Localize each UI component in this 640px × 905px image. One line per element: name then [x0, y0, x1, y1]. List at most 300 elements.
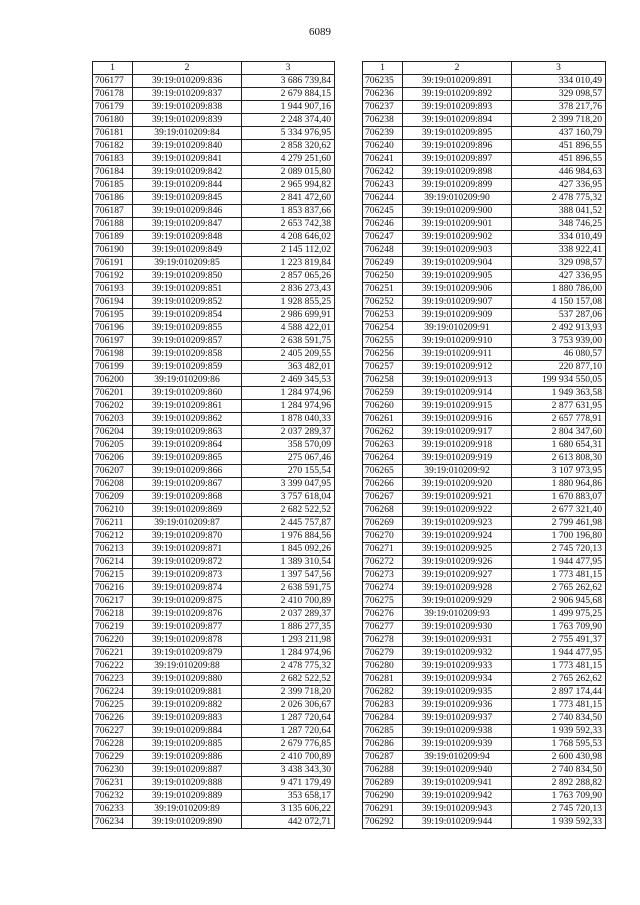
row-number-cell: 706241: [363, 153, 403, 166]
row-number-cell: 706209: [93, 491, 133, 504]
table-row: [363, 75, 606, 88]
table-row: [93, 751, 335, 764]
cadastral-number-cell: 39:19:010209:871: [133, 543, 242, 556]
value-cell: 1 293 211,98: [242, 634, 335, 647]
cadastral-number-cell: 39:19:010209:876: [133, 608, 242, 621]
row-number-cell: 706269: [363, 517, 403, 530]
cadastral-number-cell: 39:19:010209:924: [403, 530, 512, 543]
value-cell: 2 600 430,98: [512, 751, 606, 764]
cadastral-number-cell: 39:19:010209:869: [133, 504, 242, 517]
row-number-cell: 706220: [93, 634, 133, 647]
table-row: [93, 192, 335, 205]
value-cell: 3 757 618,04: [242, 491, 335, 504]
value-cell: 1 284 974,96: [242, 387, 335, 400]
row-number-cell: 706226: [93, 712, 133, 725]
table-row: [93, 335, 335, 348]
table-row: [93, 530, 335, 543]
row-number-cell: 706235: [363, 75, 403, 88]
value-cell: 2 965 994,82: [242, 179, 335, 192]
cadastral-number-cell: 39:19:010209:933: [403, 660, 512, 673]
table-row: [93, 374, 335, 387]
page-number: 6089: [309, 26, 331, 38]
value-cell: 2 804 347,60: [512, 426, 606, 439]
cadastral-number-cell: 39:19:010209:935: [403, 686, 512, 699]
row-number-cell: 706224: [93, 686, 133, 699]
value-cell: 2 740 834,50: [512, 712, 606, 725]
value-cell: 1 939 592,33: [512, 725, 606, 738]
table-row: [363, 270, 606, 283]
table-row: [93, 426, 335, 439]
value-cell: 9 471 179,49: [242, 777, 335, 790]
table-row: [93, 699, 335, 712]
row-number-cell: 706271: [363, 543, 403, 556]
value-cell: 363 482,01: [242, 361, 335, 374]
value-cell: 1 853 837,66: [242, 205, 335, 218]
table-row: [363, 530, 606, 543]
table-row: [363, 452, 606, 465]
row-number-cell: 706194: [93, 296, 133, 309]
row-number-cell: 706254: [363, 322, 403, 335]
value-cell: 1 773 481,15: [512, 699, 606, 712]
cadastral-number-cell: 39:19:010209:864: [133, 439, 242, 452]
value-cell: 2 892 288,82: [512, 777, 606, 790]
table-row: [93, 205, 335, 218]
value-cell: 2 765 262,62: [512, 582, 606, 595]
table-row: [93, 647, 335, 660]
value-cell: 2 410 700,89: [242, 595, 335, 608]
value-cell: 2 037 289,37: [242, 608, 335, 621]
value-cell: 3 438 343,30: [242, 764, 335, 777]
table-row: [93, 400, 335, 413]
cadastral-number-cell: 39:19:010209:860: [133, 387, 242, 400]
cadastral-number-cell: 39:19:010209:942: [403, 790, 512, 803]
table-row: [363, 686, 606, 699]
value-cell: 1 880 964,86: [512, 478, 606, 491]
value-cell: 2 478 775,32: [242, 660, 335, 673]
table-row: [363, 738, 606, 751]
value-cell: 1 773 481,15: [512, 569, 606, 582]
value-cell: 1 763 709,90: [512, 790, 606, 803]
table-row: [93, 127, 335, 140]
table-row: [93, 387, 335, 400]
cadastral-number-cell: 39:19:010209:915: [403, 400, 512, 413]
cadastral-number-cell: 39:19:010209:898: [403, 166, 512, 179]
table-row: [363, 764, 606, 777]
table-row: [363, 465, 606, 478]
table-row: [93, 179, 335, 192]
cadastral-number-cell: 39:19:010209:848: [133, 231, 242, 244]
value-cell: 2 755 491,37: [512, 634, 606, 647]
row-number-cell: 706197: [93, 335, 133, 348]
row-number-cell: 706249: [363, 257, 403, 270]
row-number-cell: 706217: [93, 595, 133, 608]
table-body-left: [93, 75, 335, 829]
table-row: [93, 413, 335, 426]
cadastral-number-cell: 39:19:010209:918: [403, 439, 512, 452]
cadastral-number-cell: 39:19:010209:907: [403, 296, 512, 309]
table-row: [363, 153, 606, 166]
value-cell: 4 588 422,01: [242, 322, 335, 335]
row-number-cell: 706208: [93, 478, 133, 491]
value-cell: 1 499 975,25: [512, 608, 606, 621]
table-row: [93, 75, 335, 88]
cadastral-number-cell: 39:19:010209:866: [133, 465, 242, 478]
row-number-cell: 706272: [363, 556, 403, 569]
table-row: [363, 387, 606, 400]
row-number-cell: 706190: [93, 244, 133, 257]
row-number-cell: 706267: [363, 491, 403, 504]
row-number-cell: 706257: [363, 361, 403, 374]
row-number-cell: 706253: [363, 309, 403, 322]
table-row: [363, 231, 606, 244]
row-number-cell: 706215: [93, 569, 133, 582]
row-number-cell: 706216: [93, 582, 133, 595]
cadastral-number-cell: 39:19:010209:909: [403, 309, 512, 322]
table-row: [363, 621, 606, 634]
value-cell: 1 397 547,56: [242, 569, 335, 582]
table-row: [363, 348, 606, 361]
table-row: [363, 504, 606, 517]
table-row: [93, 309, 335, 322]
value-cell: 1 287 720,64: [242, 712, 335, 725]
value-cell: 1 845 092,26: [242, 543, 335, 556]
value-cell: 1 680 654,31: [512, 439, 606, 452]
value-cell: 427 336,95: [512, 270, 606, 283]
cadastral-number-cell: 39:19:010209:899: [403, 179, 512, 192]
table-row: [93, 764, 335, 777]
column-header: 2: [403, 62, 512, 75]
row-number-cell: 706238: [363, 114, 403, 127]
row-number-cell: 706223: [93, 673, 133, 686]
table-row: [363, 426, 606, 439]
cadastral-number-cell: 39:19:010209:916: [403, 413, 512, 426]
value-cell: 2 410 700,89: [242, 751, 335, 764]
row-number-cell: 706278: [363, 634, 403, 647]
table-header-row: [93, 62, 335, 75]
cadastral-number-cell: 39:19:010209:867: [133, 478, 242, 491]
row-number-cell: 706206: [93, 452, 133, 465]
value-cell: 329 098,57: [512, 257, 606, 270]
row-number-cell: 706246: [363, 218, 403, 231]
row-number-cell: 706245: [363, 205, 403, 218]
value-cell: 1 949 363,58: [512, 387, 606, 400]
table-row: [93, 296, 335, 309]
value-cell: 2 492 913,93: [512, 322, 606, 335]
cadastral-number-cell: 39:19:010209:937: [403, 712, 512, 725]
value-cell: 2 445 757,87: [242, 517, 335, 530]
table-row: [363, 374, 606, 387]
row-number-cell: 706185: [93, 179, 133, 192]
table-row: [93, 816, 335, 829]
table-body-right: [363, 75, 606, 829]
value-cell: 2 679 776,85: [242, 738, 335, 751]
value-cell: 270 155,54: [242, 465, 335, 478]
value-cell: 46 080,57: [512, 348, 606, 361]
cadastral-number-cell: 39:19:010209:842: [133, 166, 242, 179]
registry-table-left: [92, 61, 335, 829]
row-number-cell: 706239: [363, 127, 403, 140]
table-row: [363, 595, 606, 608]
row-number-cell: 706204: [93, 426, 133, 439]
cadastral-number-cell: 39:19:010209:938: [403, 725, 512, 738]
value-cell: 1 939 592,33: [512, 816, 606, 829]
row-number-cell: 706292: [363, 816, 403, 829]
cadastral-number-cell: 39:19:010209:887: [133, 764, 242, 777]
table-row: [93, 166, 335, 179]
table-row: [93, 465, 335, 478]
value-cell: 2 679 884,15: [242, 88, 335, 101]
row-number-cell: 706265: [363, 465, 403, 478]
value-cell: 2 145 112,02: [242, 244, 335, 257]
table-row: [93, 608, 335, 621]
row-number-cell: 706191: [93, 257, 133, 270]
cadastral-number-cell: 39:19:010209:923: [403, 517, 512, 530]
row-number-cell: 706219: [93, 621, 133, 634]
cadastral-number-cell: 39:19:010209:847: [133, 218, 242, 231]
value-cell: 2 037 289,37: [242, 426, 335, 439]
cadastral-number-cell: 39:19:010209:89: [133, 803, 242, 816]
row-number-cell: 706291: [363, 803, 403, 816]
cadastral-number-cell: 39:19:010209:930: [403, 621, 512, 634]
row-number-cell: 706200: [93, 374, 133, 387]
cadastral-number-cell: 39:19:010209:857: [133, 335, 242, 348]
table-row: [93, 543, 335, 556]
value-cell: 2 399 718,20: [242, 686, 335, 699]
table-row: [363, 673, 606, 686]
value-cell: 1 284 974,96: [242, 647, 335, 660]
row-number-cell: 706237: [363, 101, 403, 114]
row-number-cell: 706192: [93, 270, 133, 283]
cadastral-number-cell: 39:19:010209:863: [133, 426, 242, 439]
cadastral-number-cell: 39:19:010209:896: [403, 140, 512, 153]
row-number-cell: 706184: [93, 166, 133, 179]
row-number-cell: 706276: [363, 608, 403, 621]
row-number-cell: 706259: [363, 387, 403, 400]
value-cell: 537 287,06: [512, 309, 606, 322]
cadastral-number-cell: 39:19:010209:93: [403, 608, 512, 621]
value-cell: 1 944 477,95: [512, 647, 606, 660]
row-number-cell: 706258: [363, 374, 403, 387]
value-cell: 358 570,09: [242, 439, 335, 452]
value-cell: 1 886 277,35: [242, 621, 335, 634]
table-row: [93, 790, 335, 803]
value-cell: 1 768 595,53: [512, 738, 606, 751]
cadastral-number-cell: 39:19:010209:905: [403, 270, 512, 283]
table-row: [93, 673, 335, 686]
value-cell: 1 700 196,80: [512, 530, 606, 543]
value-cell: 3 107 973,95: [512, 465, 606, 478]
cadastral-number-cell: 39:19:010209:912: [403, 361, 512, 374]
cadastral-number-cell: 39:19:010209:841: [133, 153, 242, 166]
row-number-cell: 706287: [363, 751, 403, 764]
table-row: [363, 88, 606, 101]
table-row: [93, 660, 335, 673]
row-number-cell: 706178: [93, 88, 133, 101]
cadastral-number-cell: 39:19:010209:901: [403, 218, 512, 231]
value-cell: 334 010,49: [512, 231, 606, 244]
table-header-row: [363, 62, 606, 75]
row-number-cell: 706233: [93, 803, 133, 816]
row-number-cell: 706232: [93, 790, 133, 803]
table-row: [93, 634, 335, 647]
row-number-cell: 706262: [363, 426, 403, 439]
row-number-cell: 706252: [363, 296, 403, 309]
value-cell: 2 857 065,26: [242, 270, 335, 283]
value-cell: 1 763 709,90: [512, 621, 606, 634]
value-cell: 4 150 157,08: [512, 296, 606, 309]
table-row: [363, 205, 606, 218]
table-row: [363, 244, 606, 257]
cadastral-number-cell: 39:19:010209:927: [403, 569, 512, 582]
row-number-cell: 706186: [93, 192, 133, 205]
cadastral-number-cell: 39:19:010209:879: [133, 647, 242, 660]
cadastral-number-cell: 39:19:010209:943: [403, 803, 512, 816]
row-number-cell: 706264: [363, 452, 403, 465]
table-row: [93, 101, 335, 114]
cadastral-number-cell: 39:19:010209:900: [403, 205, 512, 218]
cadastral-number-cell: 39:19:010209:862: [133, 413, 242, 426]
row-number-cell: 706234: [93, 816, 133, 829]
value-cell: 2 906 945,68: [512, 595, 606, 608]
value-cell: 1 944 907,16: [242, 101, 335, 114]
value-cell: 4 279 251,60: [242, 153, 335, 166]
cadastral-number-cell: 39:19:010209:884: [133, 725, 242, 738]
cadastral-number-cell: 39:19:010209:892: [403, 88, 512, 101]
table-row: [93, 621, 335, 634]
cadastral-number-cell: 39:19:010209:849: [133, 244, 242, 257]
table-row: [363, 478, 606, 491]
value-cell: 388 041,52: [512, 205, 606, 218]
value-cell: 329 098,57: [512, 88, 606, 101]
row-number-cell: 706268: [363, 504, 403, 517]
table-row: [363, 283, 606, 296]
value-cell: 1 928 855,25: [242, 296, 335, 309]
cadastral-number-cell: 39:19:010209:868: [133, 491, 242, 504]
row-number-cell: 706227: [93, 725, 133, 738]
cadastral-number-cell: 39:19:010209:913: [403, 374, 512, 387]
row-number-cell: 706279: [363, 647, 403, 660]
row-number-cell: 706205: [93, 439, 133, 452]
cadastral-number-cell: 39:19:010209:902: [403, 231, 512, 244]
table-row: [93, 153, 335, 166]
row-number-cell: 706284: [363, 712, 403, 725]
cadastral-number-cell: 39:19:010209:844: [133, 179, 242, 192]
cadastral-number-cell: 39:19:010209:910: [403, 335, 512, 348]
row-number-cell: 706218: [93, 608, 133, 621]
cadastral-number-cell: 39:19:010209:928: [403, 582, 512, 595]
row-number-cell: 706195: [93, 309, 133, 322]
cadastral-number-cell: 39:19:010209:885: [133, 738, 242, 751]
row-number-cell: 706207: [93, 465, 133, 478]
table-row: [363, 309, 606, 322]
table-row: [93, 478, 335, 491]
value-cell: 2 026 306,67: [242, 699, 335, 712]
cadastral-number-cell: 39:19:010209:865: [133, 452, 242, 465]
value-cell: 1 880 786,00: [512, 283, 606, 296]
value-cell: 2 841 472,60: [242, 192, 335, 205]
table-row: [363, 439, 606, 452]
cadastral-number-cell: 39:19:010209:874: [133, 582, 242, 595]
value-cell: 2 986 699,91: [242, 309, 335, 322]
table-row: [363, 257, 606, 270]
table-row: [93, 686, 335, 699]
value-cell: 427 336,95: [512, 179, 606, 192]
column-header: 3: [242, 62, 335, 75]
table-row: [363, 543, 606, 556]
table-row: [363, 725, 606, 738]
cadastral-number-cell: 39:19:010209:90: [403, 192, 512, 205]
value-cell: 3 686 739,84: [242, 75, 335, 88]
cadastral-number-cell: 39:19:010209:883: [133, 712, 242, 725]
table-row: [363, 816, 606, 829]
table-row: [363, 166, 606, 179]
row-number-cell: 706274: [363, 582, 403, 595]
row-number-cell: 706283: [363, 699, 403, 712]
row-number-cell: 706222: [93, 660, 133, 673]
cadastral-number-cell: 39:19:010209:870: [133, 530, 242, 543]
row-number-cell: 706281: [363, 673, 403, 686]
value-cell: 451 896,55: [512, 153, 606, 166]
cadastral-number-cell: 39:19:010209:881: [133, 686, 242, 699]
row-number-cell: 706250: [363, 270, 403, 283]
table-row: [363, 140, 606, 153]
cadastral-number-cell: 39:19:010209:840: [133, 140, 242, 153]
row-number-cell: 706289: [363, 777, 403, 790]
table-row: [363, 179, 606, 192]
cadastral-number-cell: 39:19:010209:87: [133, 517, 242, 530]
row-number-cell: 706286: [363, 738, 403, 751]
row-number-cell: 706211: [93, 517, 133, 530]
table-row: [93, 283, 335, 296]
value-cell: 1 944 477,95: [512, 556, 606, 569]
table-row: [363, 400, 606, 413]
table-row: [93, 491, 335, 504]
cadastral-number-cell: 39:19:010209:873: [133, 569, 242, 582]
table-row: [93, 803, 335, 816]
cadastral-number-cell: 39:19:010209:931: [403, 634, 512, 647]
table-row: [93, 439, 335, 452]
value-cell: 1 284 974,96: [242, 400, 335, 413]
cadastral-number-cell: 39:19:010209:944: [403, 816, 512, 829]
row-number-cell: 706213: [93, 543, 133, 556]
value-cell: 442 072,71: [242, 816, 335, 829]
table-row: [93, 738, 335, 751]
value-cell: 220 877,10: [512, 361, 606, 374]
cadastral-number-cell: 39:19:010209:926: [403, 556, 512, 569]
table-row: [93, 114, 335, 127]
column-header: 1: [93, 62, 133, 75]
cadastral-number-cell: 39:19:010209:859: [133, 361, 242, 374]
row-number-cell: 706198: [93, 348, 133, 361]
table-row: [93, 504, 335, 517]
row-number-cell: 706255: [363, 335, 403, 348]
value-cell: 1 389 310,54: [242, 556, 335, 569]
value-cell: 2 613 808,30: [512, 452, 606, 465]
value-cell: 2 745 720,13: [512, 803, 606, 816]
table-row: [363, 569, 606, 582]
value-cell: 5 334 976,95: [242, 127, 335, 140]
cadastral-number-cell: 39:19:010209:889: [133, 790, 242, 803]
cadastral-number-cell: 39:19:010209:904: [403, 257, 512, 270]
column-header: 2: [133, 62, 242, 75]
table-row: [93, 322, 335, 335]
cadastral-number-cell: 39:19:010209:891: [403, 75, 512, 88]
value-cell: 2 405 209,55: [242, 348, 335, 361]
cadastral-number-cell: 39:19:010209:882: [133, 699, 242, 712]
cadastral-number-cell: 39:19:010209:934: [403, 673, 512, 686]
row-number-cell: 706282: [363, 686, 403, 699]
row-number-cell: 706199: [93, 361, 133, 374]
